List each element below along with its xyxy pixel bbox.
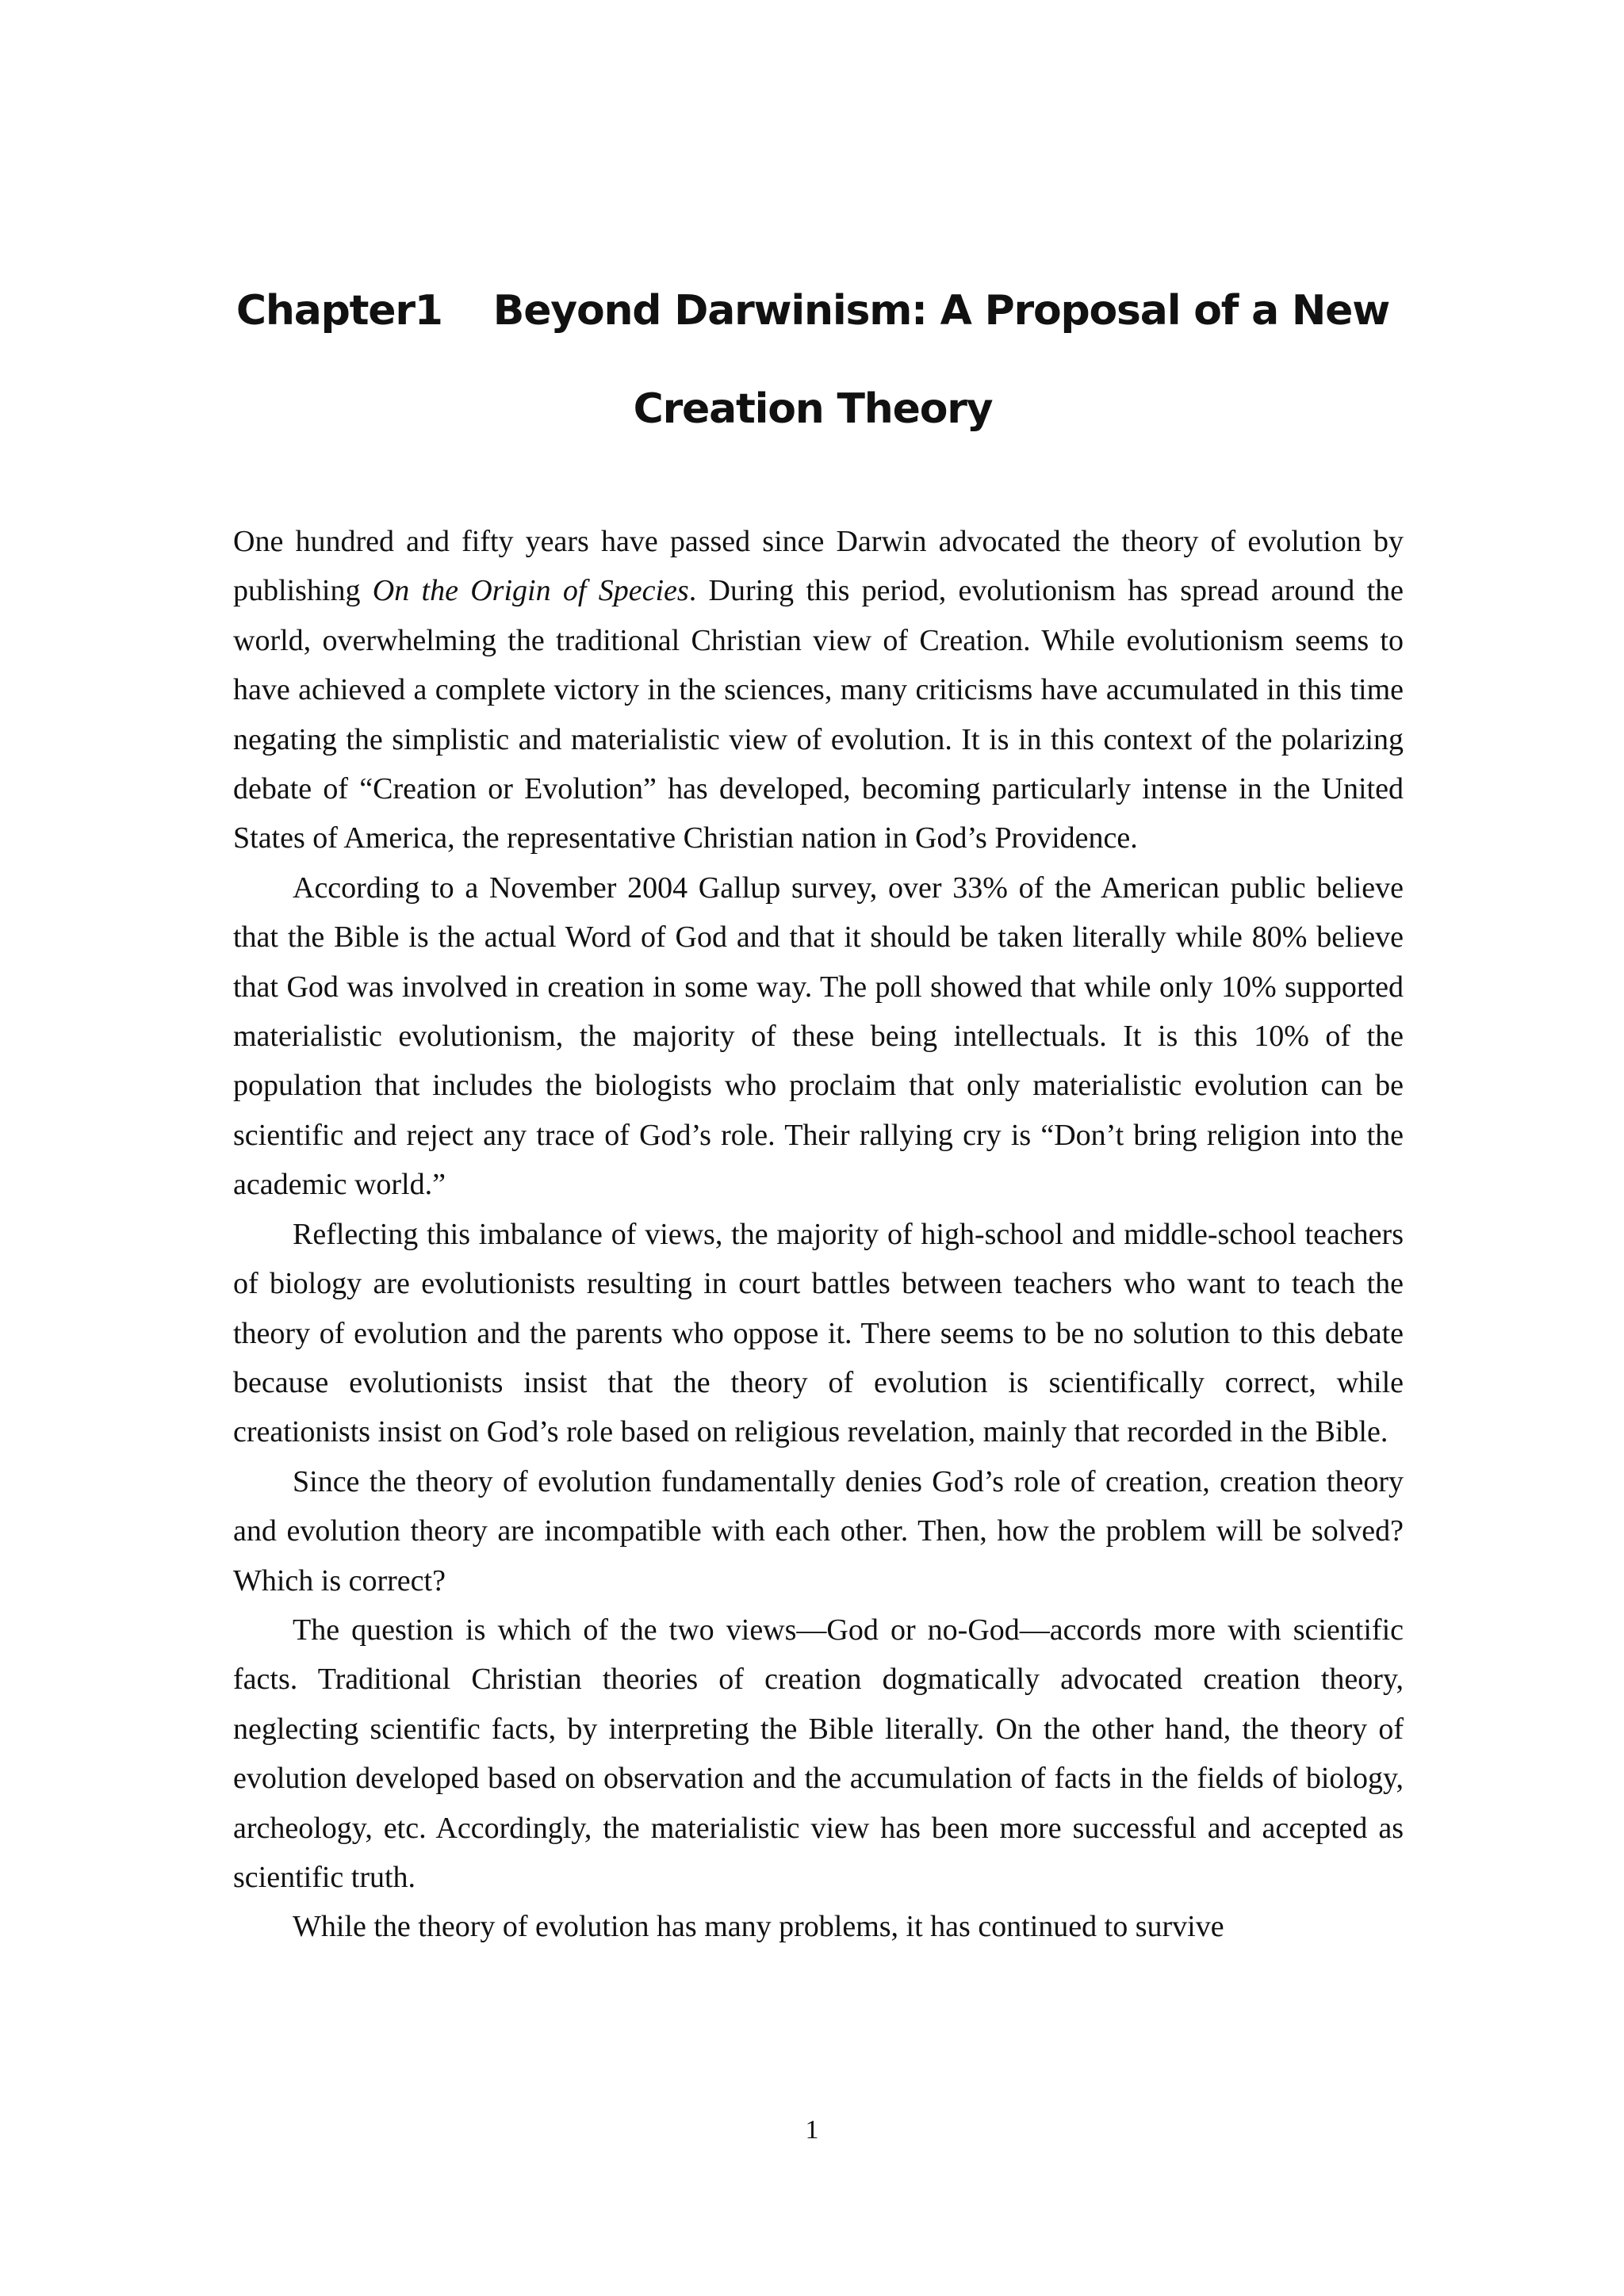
paragraph-1-text-before: One hundred and fifty years have passed since Darwin advocated the theory of evolution by publishing bbox=[233, 525, 1404, 608]
body-text bbox=[233, 517, 1404, 1952]
paragraph-2: According to a November 2004 Gallup survey, over 33% of the American public believe that the Bible is the actual Word of God and that it should be taken literally while 80% believe that God was involved in creation in some way. The poll showed that while only 10% supported materialistic evolutionism, the majority of these being intellectuals. It is this 10% of the population that includes the biologists who proclaim that only materialistic evolution can be scientific and reject any trace of God’s role. Their rallying cry is “Don’t bring religion into the academic world.” bbox=[233, 871, 1404, 1202]
page-number: 1 bbox=[805, 2115, 819, 2145]
paragraph-1-text-after: . During this period, evolutionism has spread around the world, overwhelming the traditional Christian view of Creation. While evolutionism seems to have achieved a complete victory in the sciences, many criticisms have accumulated in this time negating the simplistic and materialistic view of evolution. It is in this context of the polarizing debate of “Creation or Evolution” has developed, becoming particularly intense in the United States of America, the representative Christian nation in God’s Providence. bbox=[233, 574, 1404, 855]
paragraph-5: The question is which of the two views—God or no-God—accords more with scientific facts. Traditional Christian theories of creation dogmatically advocated creation theory, neglecting scientific facts, by interpreting the Bible literally. On the other hand, the theory of evolution developed based on observation and the accumulation of facts in the fields of biology, archeology, etc. Accordingly, the materialistic view has been more successful and accepted as scientific truth. bbox=[233, 1613, 1404, 1894]
paragraph-3: Reflecting this imbalance of views, the majority of high-school and middle-school teachers of biology are evolutionists resulting in court battles between teachers who want to teach the theory of evolution and the parents who oppose it. There seems to be no solution to this debate because evolutionists insist that the theory of evolution is scientifically correct, while creationists insist on God’s role based on religious revelation, mainly that recorded in the Bible. bbox=[233, 1217, 1404, 1449]
book-title-italic: On the Origin of Species bbox=[372, 574, 689, 608]
chapter-title bbox=[230, 262, 1396, 458]
paragraph-6: While the theory of evolution has many problems, it has continued to survive bbox=[293, 1910, 1224, 1944]
chapter-title-text: Beyond Darwinism: A Proposal of a New Creation Theory bbox=[492, 287, 1390, 433]
paragraph-1 bbox=[233, 517, 1404, 863]
chapter-number: Chapter1 bbox=[236, 287, 442, 335]
paragraph-4: Since the theory of evolution fundamentally denies God’s role of creation, creation theory and evolution theory are incompatible with each other. Then, how the problem will be solved? Which is correct? bbox=[233, 1464, 1404, 1598]
